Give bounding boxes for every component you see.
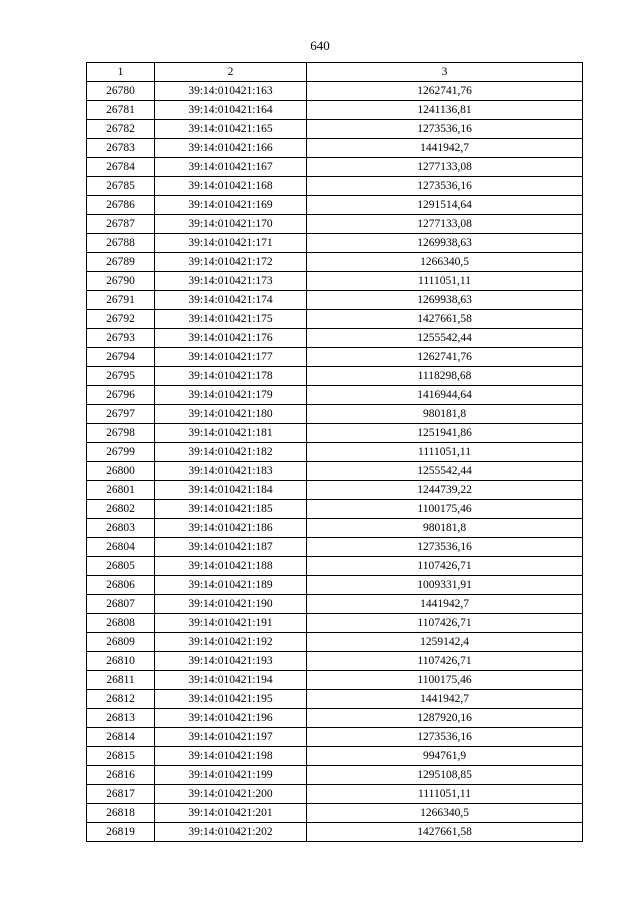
table-row xyxy=(87,595,583,614)
table-row xyxy=(87,158,583,177)
cadastral-number-cell: 39:14:010421:167 xyxy=(155,158,307,177)
value-cell: 1273536,16 xyxy=(307,120,583,139)
cadastral-number-cell: 39:14:010421:183 xyxy=(155,462,307,481)
table-row xyxy=(87,177,583,196)
cadastral-number-cell: 39:14:010421:199 xyxy=(155,766,307,785)
value-cell: 1100175,46 xyxy=(307,500,583,519)
cadastral-number-cell: 39:14:010421:180 xyxy=(155,405,307,424)
table-row xyxy=(87,462,583,481)
value-cell: 1277133,08 xyxy=(307,158,583,177)
value-cell: 1111051,11 xyxy=(307,785,583,804)
value-cell: 1262741,76 xyxy=(307,82,583,101)
value-cell: 1266340,5 xyxy=(307,804,583,823)
table-row xyxy=(87,329,583,348)
row-number-cell: 26815 xyxy=(87,747,155,766)
row-number-cell: 26790 xyxy=(87,272,155,291)
row-number-cell: 26803 xyxy=(87,519,155,538)
value-cell: 1251941,86 xyxy=(307,424,583,443)
cadastral-number-cell: 39:14:010421:194 xyxy=(155,671,307,690)
value-cell: 994761,9 xyxy=(307,747,583,766)
cadastral-number-cell: 39:14:010421:191 xyxy=(155,614,307,633)
row-number-cell: 26800 xyxy=(87,462,155,481)
value-cell: 1111051,11 xyxy=(307,443,583,462)
value-cell: 1277133,08 xyxy=(307,215,583,234)
value-cell: 1107426,71 xyxy=(307,614,583,633)
value-cell: 1287920,16 xyxy=(307,709,583,728)
row-number-cell: 26817 xyxy=(87,785,155,804)
row-number-cell: 26793 xyxy=(87,329,155,348)
row-number-cell: 26813 xyxy=(87,709,155,728)
cadastral-number-cell: 39:14:010421:197 xyxy=(155,728,307,747)
table-row xyxy=(87,614,583,633)
value-cell: 1291514,64 xyxy=(307,196,583,215)
cadastral-number-cell: 39:14:010421:202 xyxy=(155,823,307,842)
row-number-cell: 26811 xyxy=(87,671,155,690)
table-row xyxy=(87,291,583,310)
row-number-cell: 26794 xyxy=(87,348,155,367)
cadastral-number-cell: 39:14:010421:198 xyxy=(155,747,307,766)
value-cell: 1441942,7 xyxy=(307,690,583,709)
row-number-cell: 26784 xyxy=(87,158,155,177)
value-cell: 1273536,16 xyxy=(307,728,583,747)
value-cell: 1427661,58 xyxy=(307,310,583,329)
cadastral-number-cell: 39:14:010421:193 xyxy=(155,652,307,671)
table-header xyxy=(87,63,583,82)
value-cell: 1295108,85 xyxy=(307,766,583,785)
value-cell: 1427661,58 xyxy=(307,823,583,842)
header-col-2: 2 xyxy=(155,63,307,82)
value-cell: 1009331,91 xyxy=(307,576,583,595)
value-cell: 1244739,22 xyxy=(307,481,583,500)
row-number-cell: 26787 xyxy=(87,215,155,234)
row-number-cell: 26792 xyxy=(87,310,155,329)
row-number-cell: 26786 xyxy=(87,196,155,215)
table-row xyxy=(87,101,583,120)
cadastral-number-cell: 39:14:010421:196 xyxy=(155,709,307,728)
cadastral-number-cell: 39:14:010421:173 xyxy=(155,272,307,291)
table-row xyxy=(87,671,583,690)
row-number-cell: 26807 xyxy=(87,595,155,614)
value-cell: 1100175,46 xyxy=(307,671,583,690)
table-row xyxy=(87,424,583,443)
table-row xyxy=(87,253,583,272)
table-row xyxy=(87,519,583,538)
value-cell: 1273536,16 xyxy=(307,177,583,196)
row-number-cell: 26789 xyxy=(87,253,155,272)
value-cell: 1107426,71 xyxy=(307,652,583,671)
row-number-cell: 26788 xyxy=(87,234,155,253)
header-row xyxy=(87,63,583,82)
cadastral-number-cell: 39:14:010421:179 xyxy=(155,386,307,405)
row-number-cell: 26810 xyxy=(87,652,155,671)
row-number-cell: 26795 xyxy=(87,367,155,386)
cadastral-number-cell: 39:14:010421:195 xyxy=(155,690,307,709)
cadastral-number-cell: 39:14:010421:190 xyxy=(155,595,307,614)
row-number-cell: 26791 xyxy=(87,291,155,310)
cadastral-number-cell: 39:14:010421:170 xyxy=(155,215,307,234)
cadastral-number-cell: 39:14:010421:174 xyxy=(155,291,307,310)
row-number-cell: 26812 xyxy=(87,690,155,709)
table-row xyxy=(87,120,583,139)
row-number-cell: 26796 xyxy=(87,386,155,405)
value-cell: 1107426,71 xyxy=(307,557,583,576)
cadastral-number-cell: 39:14:010421:192 xyxy=(155,633,307,652)
cadastral-number-cell: 39:14:010421:189 xyxy=(155,576,307,595)
value-cell: 1241136,81 xyxy=(307,101,583,120)
row-number-cell: 26816 xyxy=(87,766,155,785)
page-number: 640 xyxy=(310,38,330,53)
cadastral-number-cell: 39:14:010421:182 xyxy=(155,443,307,462)
table-row xyxy=(87,823,583,842)
row-number-cell: 26801 xyxy=(87,481,155,500)
cadastral-number-cell: 39:14:010421:175 xyxy=(155,310,307,329)
row-number-cell: 26799 xyxy=(87,443,155,462)
row-number-cell: 26797 xyxy=(87,405,155,424)
row-number-cell: 26802 xyxy=(87,500,155,519)
value-cell: 1266340,5 xyxy=(307,253,583,272)
value-cell: 1416944,64 xyxy=(307,386,583,405)
cadastral-number-cell: 39:14:010421:200 xyxy=(155,785,307,804)
table-row xyxy=(87,139,583,158)
cadastral-number-cell: 39:14:010421:172 xyxy=(155,253,307,272)
cadastral-number-cell: 39:14:010421:181 xyxy=(155,424,307,443)
row-number-cell: 26798 xyxy=(87,424,155,443)
table-row xyxy=(87,234,583,253)
table-row xyxy=(87,386,583,405)
table-row xyxy=(87,196,583,215)
cadastral-number-cell: 39:14:010421:184 xyxy=(155,481,307,500)
row-number-cell: 26809 xyxy=(87,633,155,652)
table-row xyxy=(87,804,583,823)
header-col-1: 1 xyxy=(87,63,155,82)
row-number-cell: 26780 xyxy=(87,82,155,101)
cadastral-number-cell: 39:14:010421:187 xyxy=(155,538,307,557)
value-cell: 1255542,44 xyxy=(307,329,583,348)
cadastral-number-cell: 39:14:010421:163 xyxy=(155,82,307,101)
cadastral-number-cell: 39:14:010421:177 xyxy=(155,348,307,367)
row-number-cell: 26805 xyxy=(87,557,155,576)
value-cell: 980181,8 xyxy=(307,405,583,424)
table-body xyxy=(87,82,583,842)
value-cell: 1269938,63 xyxy=(307,234,583,253)
table-row xyxy=(87,728,583,747)
table-row xyxy=(87,443,583,462)
table-row xyxy=(87,310,583,329)
table-row xyxy=(87,272,583,291)
value-cell: 1111051,11 xyxy=(307,272,583,291)
value-cell: 1259142,4 xyxy=(307,633,583,652)
cadastral-number-cell: 39:14:010421:186 xyxy=(155,519,307,538)
table-row xyxy=(87,215,583,234)
row-number-cell: 26804 xyxy=(87,538,155,557)
cadastral-number-cell: 39:14:010421:166 xyxy=(155,139,307,158)
row-number-cell: 26785 xyxy=(87,177,155,196)
value-cell: 1441942,7 xyxy=(307,139,583,158)
registry-table xyxy=(86,62,583,842)
header-col-3: 3 xyxy=(307,63,583,82)
table-row xyxy=(87,576,583,595)
table-row xyxy=(87,500,583,519)
cadastral-number-cell: 39:14:010421:165 xyxy=(155,120,307,139)
row-number-cell: 26819 xyxy=(87,823,155,842)
table-row xyxy=(87,633,583,652)
value-cell: 1441942,7 xyxy=(307,595,583,614)
table-row xyxy=(87,367,583,386)
value-cell: 980181,8 xyxy=(307,519,583,538)
table-row xyxy=(87,690,583,709)
row-number-cell: 26783 xyxy=(87,139,155,158)
table-row xyxy=(87,82,583,101)
cadastral-number-cell: 39:14:010421:169 xyxy=(155,196,307,215)
value-cell: 1255542,44 xyxy=(307,462,583,481)
table-row xyxy=(87,348,583,367)
table-row xyxy=(87,481,583,500)
row-number-cell: 26781 xyxy=(87,101,155,120)
cadastral-number-cell: 39:14:010421:164 xyxy=(155,101,307,120)
table-row xyxy=(87,747,583,766)
table-row xyxy=(87,538,583,557)
cadastral-number-cell: 39:14:010421:201 xyxy=(155,804,307,823)
table-row xyxy=(87,405,583,424)
table-row xyxy=(87,652,583,671)
row-number-cell: 26782 xyxy=(87,120,155,139)
cadastral-number-cell: 39:14:010421:185 xyxy=(155,500,307,519)
value-cell: 1273536,16 xyxy=(307,538,583,557)
cadastral-number-cell: 39:14:010421:171 xyxy=(155,234,307,253)
cadastral-number-cell: 39:14:010421:188 xyxy=(155,557,307,576)
table-row xyxy=(87,557,583,576)
row-number-cell: 26814 xyxy=(87,728,155,747)
table-row xyxy=(87,785,583,804)
row-number-cell: 26818 xyxy=(87,804,155,823)
row-number-cell: 26808 xyxy=(87,614,155,633)
value-cell: 1269938,63 xyxy=(307,291,583,310)
cadastral-number-cell: 39:14:010421:178 xyxy=(155,367,307,386)
value-cell: 1262741,76 xyxy=(307,348,583,367)
cadastral-number-cell: 39:14:010421:176 xyxy=(155,329,307,348)
table-row xyxy=(87,766,583,785)
value-cell: 1118298,68 xyxy=(307,367,583,386)
cadastral-number-cell: 39:14:010421:168 xyxy=(155,177,307,196)
table-row xyxy=(87,709,583,728)
row-number-cell: 26806 xyxy=(87,576,155,595)
